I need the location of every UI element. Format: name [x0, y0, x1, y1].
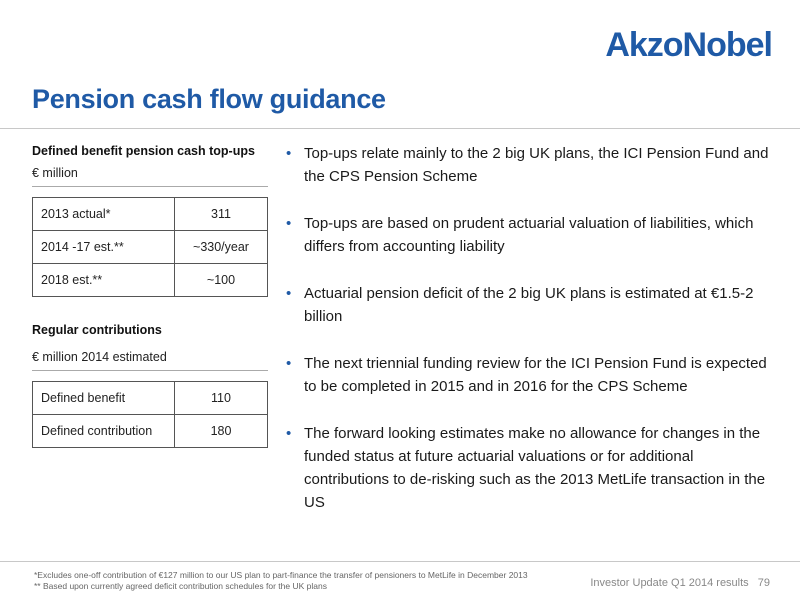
topups-table: [32, 197, 268, 297]
akzonobel-logo: AkzoNobel: [605, 26, 772, 64]
table-cell-label: 2018 est.**: [33, 264, 175, 297]
table-cell-label: 2014 -17 est.**: [33, 231, 175, 264]
title-divider: [0, 128, 800, 129]
table-row: [33, 264, 268, 297]
footnote-1: *Excludes one-off contribution of €127 million to our US plan to part-finance the transfer of pensioners to MetLife in December 2013: [34, 570, 528, 580]
table-cell-label: Defined benefit: [33, 382, 175, 415]
table-cell-label: Defined contribution: [33, 415, 175, 448]
topups-heading: Defined benefit pension cash top-ups: [32, 144, 255, 158]
footer-divider: [0, 561, 800, 562]
page-number: 79: [757, 577, 770, 589]
table-cell-value: 311: [175, 198, 268, 231]
bullet-list: [286, 142, 776, 538]
footer-label: Investor Update Q1 2014 results: [590, 577, 749, 589]
table-cell-value: ~330/year: [175, 231, 268, 264]
footnote-2: ** Based upon currently agreed deficit contribution schedules for the UK plans: [34, 581, 327, 591]
bullet-icon: •: [286, 355, 292, 372]
bullet-icon: •: [286, 425, 292, 442]
bullet-icon: •: [286, 285, 292, 302]
list-item: [286, 282, 776, 328]
table-row: [33, 382, 268, 415]
topups-unit: € million: [32, 166, 78, 180]
table-cell-value: 180: [175, 415, 268, 448]
table-row: [33, 198, 268, 231]
page-title: Pension cash flow guidance: [32, 84, 386, 114]
table-cell-label: 2013 actual*: [33, 198, 175, 231]
bullet-text: Top-ups relate mainly to the 2 big UK plans, the ICI Pension Fund and the CPS Pension Scheme: [304, 145, 769, 185]
bullet-text: The forward looking estimates make no allowance for changes in the funded status at future actuarial valuations or for additional contributions to de-risking such as the 2013 MetLife transaction in the US: [304, 425, 766, 511]
table-row: [33, 231, 268, 264]
bullet-icon: •: [286, 145, 292, 162]
list-item: [286, 352, 776, 398]
bullet-text: Top-ups are based on prudent actuarial valuation of liabilities, which differs from accounting liability: [304, 215, 754, 255]
topups-divider: [32, 186, 268, 187]
table-cell-value: ~100: [175, 264, 268, 297]
bullet-text: The next triennial funding review for the ICI Pension Fund is expected to be completed in 2015 and in 2016 for the CPS Scheme: [304, 355, 767, 395]
regular-unit: € million 2014 estimated: [32, 350, 167, 364]
list-item: [286, 422, 776, 514]
bullet-icon: •: [286, 215, 292, 232]
regular-heading: Regular contributions: [32, 323, 162, 337]
bullet-text: Actuarial pension deficit of the 2 big UK plans is estimated at €1.5-2 billion: [304, 285, 754, 325]
footer: [590, 577, 770, 589]
regular-divider: [32, 370, 268, 371]
regular-table: [32, 381, 268, 448]
list-item: [286, 212, 776, 258]
table-row: [33, 415, 268, 448]
list-item: [286, 142, 776, 188]
table-cell-value: 110: [175, 382, 268, 415]
